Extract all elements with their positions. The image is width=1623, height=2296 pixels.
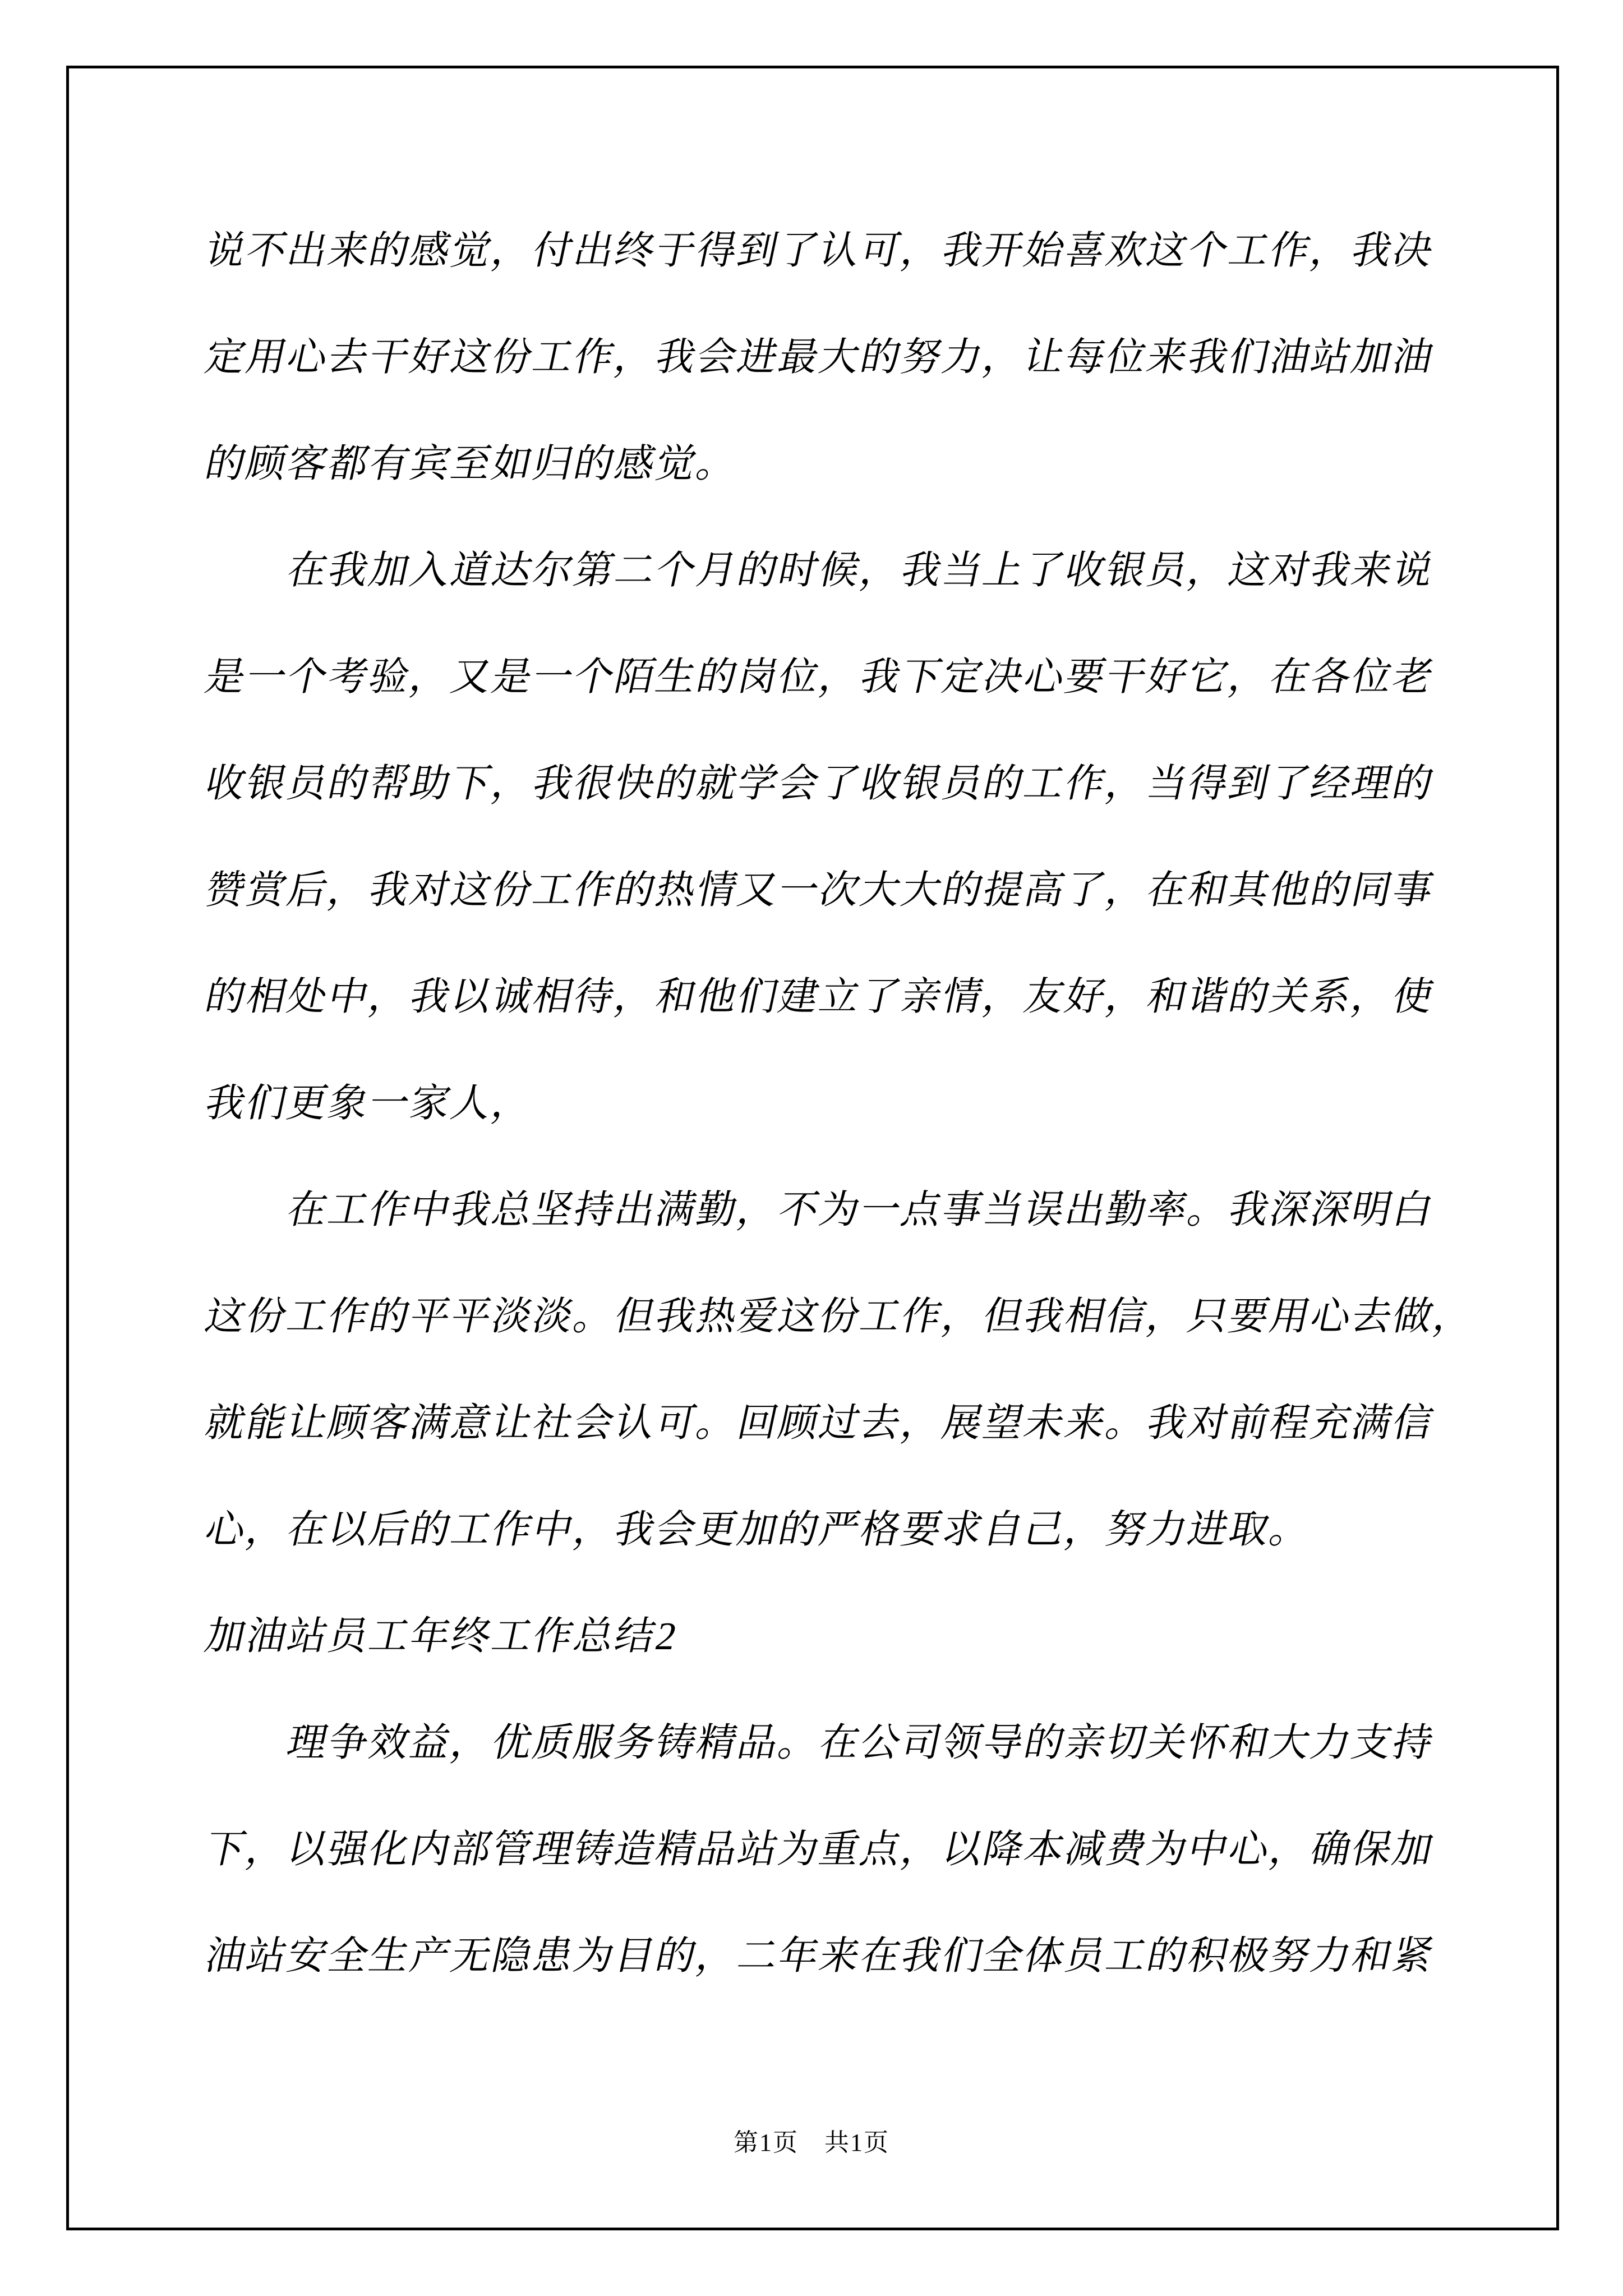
text-line: 赞赏后，我对这份工作的热情又一次大大的提高了，在和其他的同事	[201, 869, 1439, 912]
text-line: 定用心去干好这份工作，我会进最大的努力，让每位来我们油站加油	[201, 336, 1439, 379]
text-line: 是一个考验，又是一个陌生的岗位，我下定决心要干好它，在各位老	[201, 656, 1439, 699]
text-line: 下，以强化内部管理铸造精品站为重点，以降本减费为中心，确保加	[201, 1828, 1439, 1871]
text-line: 心，在以后的工作中，我会更加的严格要求自己，努力进取。	[201, 1508, 1316, 1552]
text-line: 说不出来的感觉，付出终于得到了认可，我开始喜欢这个工作，我决	[201, 229, 1439, 273]
text-line-paragraph-start: 理争效益，优质服务铸精品。在公司领导的亲切关怀和大力支持	[283, 1722, 1439, 1765]
text-line: 收银员的帮助下，我很快的就学会了收银员的工作，当得到了经理的	[201, 762, 1439, 806]
text-line-paragraph-start: 在工作中我总坚持出满勤，不为一点事当误出勤率。我深深明白	[283, 1189, 1439, 1232]
text-line: 就能让顾客满意让社会认可。回顾过去，展望未来。我对前程充满信	[201, 1402, 1439, 1445]
text-line: 油站安全生产无隐患为目的，二年来在我们全体员工的积极努力和紧	[201, 1935, 1439, 1978]
text-line: 的相处中，我以诚相待，和他们建立了亲情，友好，和谐的关系，使	[201, 976, 1439, 1019]
text-line-paragraph-start: 在我加入道达尔第二个月的时候，我当上了收银员，这对我来说	[283, 549, 1439, 592]
text-line: 我们更象一家人，	[201, 1082, 538, 1125]
text-line: 这份工作的平平淡淡。但我热爱这份工作，但我相信，只要用心去做，	[201, 1295, 1480, 1338]
page-number-footer: 第1页 共1页	[734, 2129, 889, 2156]
section-heading: 加油站员工年终工作总结2	[201, 1615, 683, 1658]
text-line: 的顾客都有宾至如归的感觉。	[201, 443, 743, 486]
document-body	[199, 198, 1480, 2010]
